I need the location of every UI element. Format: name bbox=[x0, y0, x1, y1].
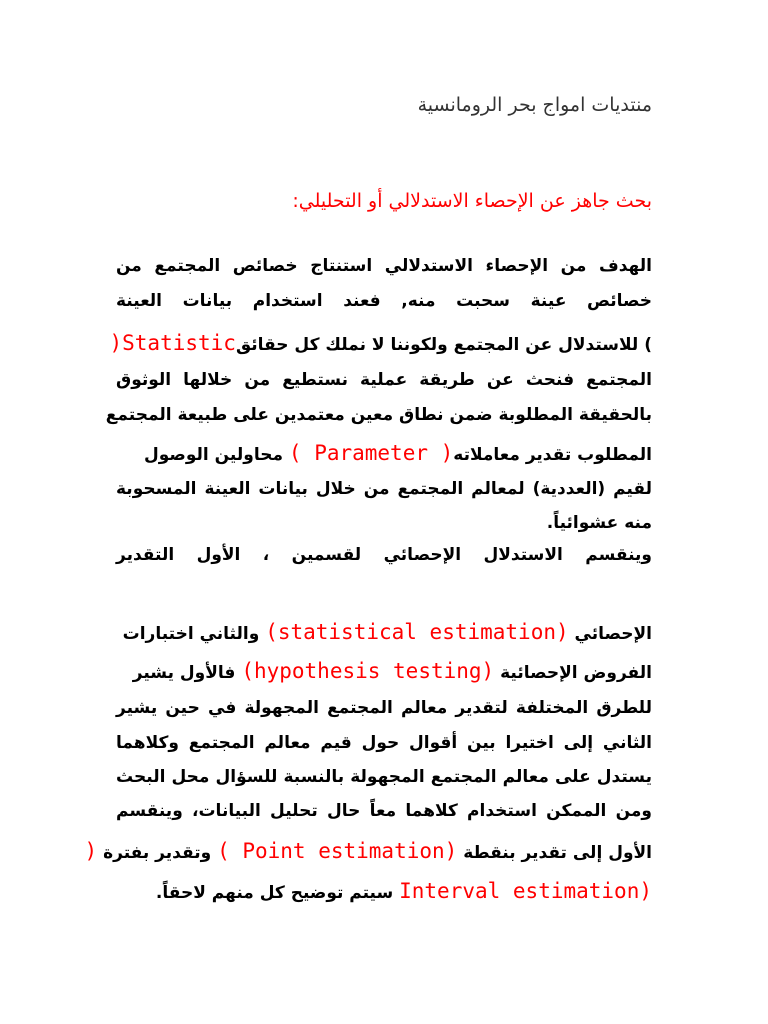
paragraph2-line2 bbox=[116, 659, 652, 683]
paragraph1-line2: خصائص عينة سحبت منه, فعند استخدام بيانات العينة bbox=[116, 291, 652, 311]
paragraph1-line3-pre: ( bbox=[109, 331, 123, 355]
term-point-estimation: ( Point estimation) bbox=[217, 839, 458, 863]
paragraph2-line8 bbox=[116, 879, 652, 903]
term-statistical-estimation: (statistical estimation) bbox=[265, 620, 569, 644]
term-parameter: ( Parameter ) bbox=[288, 441, 454, 465]
paragraph1-line1: الهدف من الإحصاء الاستدلالي استنتاج خصائص المجتمع من bbox=[116, 256, 652, 276]
paragraph1-line9: وينقسم الاستدلال الإحصائي لقسمين ، الأول التقدير bbox=[116, 545, 652, 565]
paragraph2-line7-post: وتقدير بفترة bbox=[97, 843, 218, 863]
paragraph1-line8: منه عشوائياً. bbox=[546, 513, 652, 533]
paragraph2-line5: يستدل على معالم المجتمع المجهولة بالنسبة للسؤال محل البحث bbox=[116, 767, 652, 787]
paragraph2-line2-post: فالأول يشير bbox=[132, 663, 242, 683]
paragraph2-line3: للطرق المختلفة لتقدير معالم المجتمع المجهولة في حين يشير bbox=[116, 698, 652, 718]
forum-name: منتديات امواج بحر الرومانسية bbox=[417, 94, 652, 116]
paragraph1-line4: المجتمع فنحث عن طريقة عملية نستطيع من خلالها الوثوق bbox=[116, 370, 652, 390]
paragraph2-line1 bbox=[116, 620, 652, 644]
term-statistic: Statistic bbox=[122, 331, 236, 355]
paragraph1-line5: بالحقيقة المطلوبة ضمن نطاق معين معتمدين على طبيعة المجتمع bbox=[105, 405, 652, 425]
paragraph2-line6: ومن الممكن استخدام كلاهما معاً حال تحليل البيانات، وينقسم bbox=[116, 801, 652, 821]
paragraph1-line6-post: محاولين الوصول bbox=[144, 445, 289, 465]
paragraph1-line6 bbox=[116, 441, 652, 465]
term-hypothesis-testing: (hypothesis testing) bbox=[241, 659, 495, 683]
paragraph2-line1-pre: الإحصائي bbox=[568, 624, 652, 644]
paragraph2-line2-pre: الفروض الإحصائية bbox=[494, 663, 652, 683]
paragraph1-line6-pre: المطلوب تقدير معاملاته bbox=[453, 445, 652, 465]
article-subtitle: بحث جاهز عن الإحصاء الاستدلالي أو التحليلي: bbox=[292, 190, 652, 212]
paragraph2-line7 bbox=[84, 839, 652, 863]
paragraph1-line3-post: ) للاستدلال عن المجتمع ولكوننا لا نملك كل حقائق bbox=[235, 335, 652, 355]
paragraph1-line3 bbox=[109, 331, 652, 355]
paragraph2-line4: الثاني إلى اختيرا بين أقوال حول قيم معالم المجتمع وكلاهما bbox=[116, 733, 652, 753]
paragraph2-line8-post: سيتم توضيح كل منهم لاحقاً. bbox=[155, 883, 400, 903]
paragraph2-line1-post: والثاني اختبارات bbox=[122, 624, 266, 644]
paragraph1-line7: لقيم (العددية) لمعالم المجتمع من خلال بيانات العينة المسحوبة bbox=[116, 479, 652, 499]
paragraph2-line7-open-paren: ( bbox=[84, 839, 98, 863]
paragraph2-line7-pre: الأول إلى تقدير بنقطة bbox=[457, 843, 652, 863]
term-interval-estimation: Interval estimation) bbox=[399, 879, 652, 903]
